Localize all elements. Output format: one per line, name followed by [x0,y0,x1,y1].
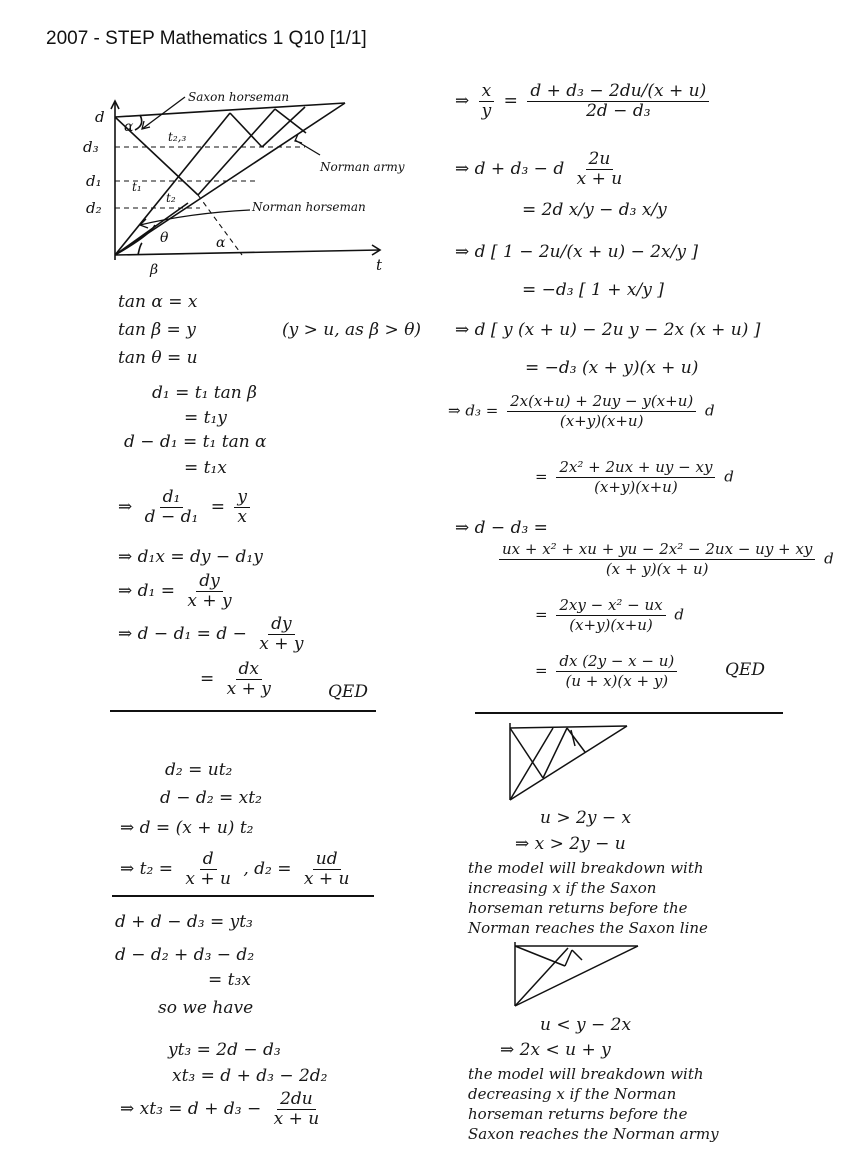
label-saxon-horseman: Saxon horseman [188,90,290,104]
eq-d1: d₁ = t₁ tan β [152,383,257,403]
note-1d: Norman reaches the Saxon line [468,919,708,937]
label-alpha-2: α [216,235,226,251]
eq-d1-b: = t₁y [184,408,227,428]
eq-xt3-rhs: = t₃x [208,970,251,990]
eq-xt3-c: ⇒ xt₃ = d + d₃ − $\frac{2du}{x + u}$ [120,1089,320,1129]
eq-yt3-b: yt₃ = 2d − d₃ [168,1040,281,1060]
eq-factor-1: ⇒ d [ 1 − 2u/(x + u) − 2x/y ] [455,242,699,262]
eq-d-minus-d3-c: = $\frac{\text{2xy − x² − ux}}{(x+y)(x+u)}$ d [535,596,685,634]
note-2a: the model will breakdown with [468,1065,704,1083]
eq-d1x: ⇒ d₁x = dy − d₁y [118,547,263,567]
case-diagram-2 [510,938,645,1010]
eq-d3-b: = $\frac{\text{2x² + 2ux + uy − xy}}{(x+y)(x+u)}$ d [535,458,734,496]
divider [475,712,783,714]
eq-expand-1: ⇒ d + d₃ − d $\frac{2u}{x + u}$ [455,149,623,189]
note-2c: horseman returns before the [468,1105,688,1123]
label-t23: t₂,₃ [168,130,187,144]
cond-1b: ⇒ x > 2y − u [515,834,626,854]
eq-d3: ⇒ d₃ = $\frac{2x(x+u) + 2uy - y(x+u)}{(x+y)(x+u)}$ d [448,392,715,430]
label-norman-horseman: Norman horseman [252,200,366,214]
divider [110,710,376,712]
eq-factor-4: = −d₃ (x + y)(x + u) [525,358,699,378]
eq-ratio: ⇒ $\frac{\text{d₁}}{\text{d − d₁}}$ = $\frac{y}{x}$ [118,488,254,527]
eq-x-over-y: ⇒ $\frac{x}{y}$ = $\frac{\text{d + d₃ − 2du/(x + u)}}{\text{2d − d₃}}$ [455,82,713,121]
label-theta: θ [160,230,169,246]
text-so-we-have: so we have [158,998,254,1018]
label-norman-army: Norman army [320,160,405,174]
eq-d-minus-d3: ⇒ d − d₃ = [455,518,548,538]
eq-d-t2: ⇒ d = (x + u) t₂ [120,818,254,838]
eq-xt3-b: xt₃ = d + d₃ − 2d₂ [172,1066,328,1086]
eq-d1-frac: ⇒ d₁ = $\frac{dy}{x + y}$ [118,571,232,611]
label-t: t [376,256,383,274]
eq-d-minus-d1: d − d₁ = t₁ tan α [124,432,267,452]
note-1b: increasing x if the Saxon [468,879,657,897]
eq-condition: (y > u, as β > θ) [282,320,422,340]
label-d1: d₁ [86,172,102,190]
qed-2: QED [725,660,765,680]
label-d2: d₂ [86,199,102,217]
t-axis [115,250,380,255]
label-alpha: α [124,119,134,135]
eq-t2: ⇒ t₂ = $\frac{d}{x + u}$ , d₂ = $\frac{ud}{x + u}$ [120,849,350,889]
page-title: 2007 - STEP Mathematics 1 Q10 [1/1] [46,28,367,49]
eq-tan-beta: tan β = y [118,320,196,340]
label-d: d [95,108,105,126]
eq-tan-alpha: tan α = x [118,292,198,312]
note-2d: Saxon reaches the Norman army [468,1125,719,1143]
eq-factor-2: = −d₃ [ 1 + x/y ] [522,280,664,300]
saxon-line [115,103,345,117]
battle-diagram [80,85,405,285]
eq-d-minus-d1-frac: ⇒ d − d₁ = d − $\frac{dy}{x + y}$ [118,614,304,654]
label-t2: t₂ [166,191,176,205]
cond-1: u > 2y − x [540,808,632,828]
eq-xt3-lhs: d − d₂ + d₃ − d₂ [115,945,255,965]
eq-d-minus-d3-b: $\frac{\text{ux + x² + xu + yu − 2x² − 2ux − uy + xy}}{(x + y)(x + u)}$ d [495,540,834,579]
eq-tan-theta: tan θ = u [118,348,198,368]
cond-2b: ⇒ 2x < u + y [500,1040,611,1060]
note-1c: horseman returns before the [468,899,688,917]
eq-d-minus-d1-b: = t₁x [184,458,227,478]
eq-d2: d₂ = ut₂ [165,760,233,780]
eq-expand-2: = 2d x/y − d₃ x/y [522,200,667,220]
eq-d-minus-d2: d − d₂ = xt₂ [160,788,262,808]
divider [112,895,374,897]
note-1a: the model will breakdown with [468,859,704,877]
label-t1: t₁ [132,180,142,194]
qed-1: QED [328,682,368,702]
eq-yt3: d + d − d₃ = yt₃ [115,912,253,932]
cond-2: u < y − 2x [540,1015,632,1035]
label-beta: β [150,262,159,278]
case-diagram-1 [505,718,635,803]
eq-d-minus-d3-d: = $\frac{dx (2y - x - u)}{(u + x)(x + y)}$ [535,652,681,691]
eq-factor-3: ⇒ d [ y (x + u) − 2u y − 2x (x + u) ] [455,320,761,340]
note-2b: decreasing x if the Norman [468,1085,677,1103]
eq-result-1: = $\frac{dx}{x + y}$ [200,659,271,699]
label-d3: d₃ [83,138,99,156]
